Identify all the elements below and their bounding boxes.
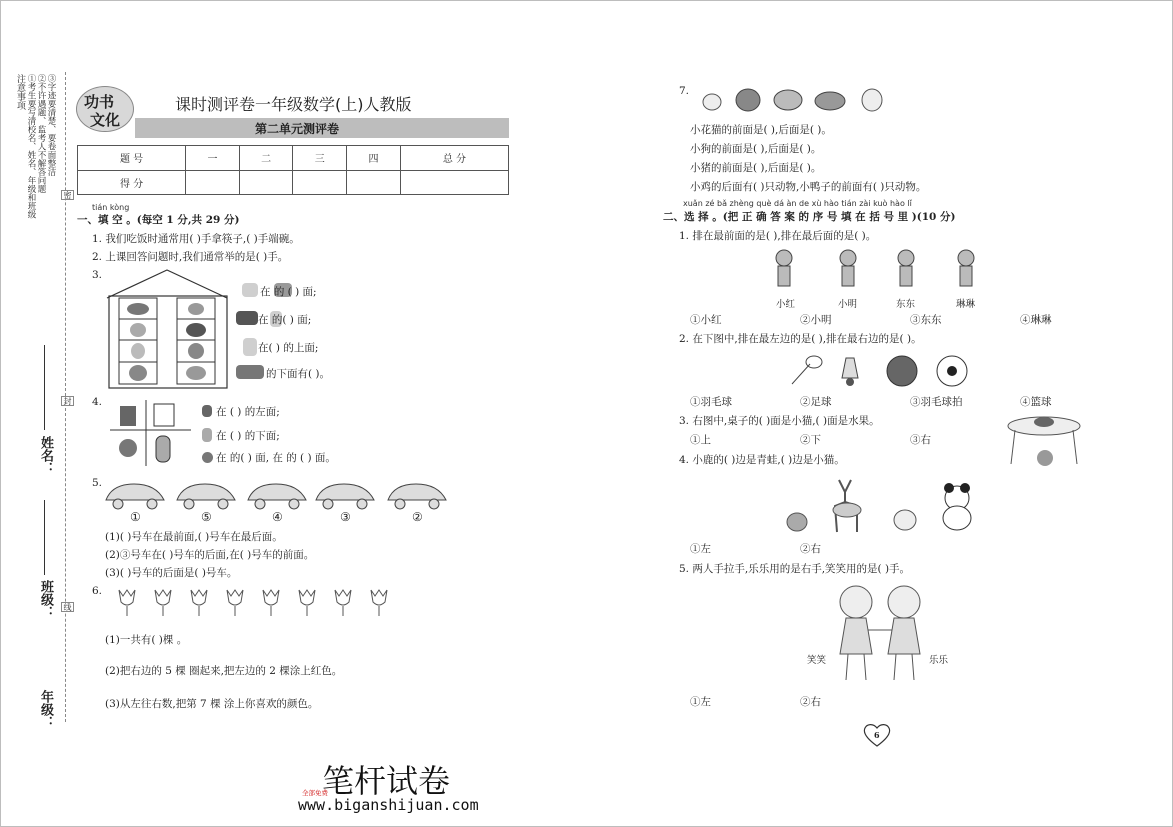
house-illustration [105, 268, 230, 390]
question-6-number: 6. [92, 585, 103, 597]
q4-line-1: 在 ( ) 的左面; [216, 406, 280, 418]
q6-sub-2: (2)把右边的 5 棵 圈起来,把左边的 2 棵涂上红色。 [105, 665, 343, 677]
c3-option-2: ②下 [800, 434, 821, 446]
c3-option-1: ①上 [690, 434, 711, 446]
q6-sub-3: (3)从左往右数,把第 7 棵 涂上你喜欢的颜色。 [105, 698, 319, 710]
child-name-4: 琳琳 [956, 299, 976, 310]
car-label-4: ③ [340, 510, 351, 524]
section1-pinyin: tián kòng [92, 203, 130, 212]
hedgehog-icon [236, 311, 258, 325]
question-4-number: 4. [92, 396, 103, 408]
seal-mark-3: 线 [63, 603, 72, 611]
watermark-small: 全部免费 [302, 789, 328, 797]
question-1: 1. 我们吃饭时通常用( )手拿筷子,( )手端碗。 [92, 233, 300, 245]
c2-option-3: ③羽毛球拍 [910, 396, 963, 408]
score-head-total: 总 分 [400, 146, 508, 171]
q6-sub-1: (1)一共有( )棵 。 [105, 634, 188, 646]
q4-line-3: 在 的( ) 面, 在 的 ( ) 面。 [216, 452, 336, 464]
score-head-2: 二 [239, 146, 293, 171]
two-kids-illustration [828, 582, 938, 686]
watermark-url[interactable]: www.biganshijuan.com [298, 796, 479, 814]
q4-line-2: 在 ( ) 的下面; [216, 430, 280, 442]
name-line [44, 345, 46, 430]
question-3-number: 3. [92, 269, 103, 281]
name-label: 姓名： [38, 436, 53, 475]
car-label-5: ② [412, 510, 423, 524]
kid-name-2: 乐乐 [929, 655, 949, 666]
score-row-label: 得 分 [78, 170, 186, 195]
c1-option-4: ④琳琳 [1020, 314, 1052, 326]
question-5-number: 5. [92, 477, 103, 489]
q3-line-1: 在 的 ( ) 面; [260, 286, 317, 298]
score-cell-4[interactable] [347, 170, 401, 195]
q5-sub-1: (1)( )号车在最前面,( )号车在最后面。 [105, 531, 283, 543]
score-cell-1[interactable] [186, 170, 240, 195]
score-head-3: 三 [293, 146, 347, 171]
c4-option-2: ②右 [800, 543, 821, 555]
section2-pinyin: xuǎn zé bǎ zhèng què dá àn de xù hào tián zài kuò hào lǐ [683, 199, 912, 208]
car-label-2: ⑤ [201, 510, 212, 524]
q5-sub-3: (3)( )号车的后面是( )号车。 [105, 567, 238, 579]
q3-line-4: 的下面有( )。 [266, 368, 331, 380]
tulips-illustration [115, 586, 395, 618]
choice-2: 2. 在下图中,排在最左边的是( ),排在最右边的是( )。 [679, 333, 922, 345]
notice-line-3: ③字迹要清楚、要卷面整洁 [46, 74, 56, 176]
child-name-3: 东东 [896, 299, 916, 310]
logo-line-2: 文化 [90, 111, 121, 129]
c4-option-1: ①左 [690, 543, 711, 555]
child-name-1: 小红 [776, 299, 796, 310]
c5-option-1: ①左 [690, 696, 711, 708]
publisher-logo [76, 86, 134, 132]
section1-title: 一、填 空 。(每空 1 分,共 29 分) [77, 214, 240, 226]
table-cat-illustration [1005, 412, 1083, 470]
q7-line-4: 小鸡的后面有( )只动物,小鸭子的前面有( )只动物。 [690, 181, 927, 193]
balls-illustration [788, 354, 973, 388]
score-table [77, 145, 509, 195]
cube-icon [202, 405, 212, 417]
question-2: 2. 上课回答问题时,我们通常举的是( )手。 [92, 251, 289, 263]
question-7-number: 7. [679, 85, 690, 97]
logo-line-1: 功书 [84, 93, 115, 111]
score-head-1: 一 [186, 146, 240, 171]
kid-name-1: 笑笑 [807, 655, 827, 666]
child-name-2: 小明 [838, 299, 858, 310]
seal-mark-1: 密 [63, 191, 72, 199]
animals-row-illustration [700, 84, 885, 114]
page-number: 6 [874, 730, 880, 740]
c2-option-2: ②足球 [800, 396, 832, 408]
choice-3: 3. 右图中,桌子的( )面是小猫,( )面是水果。 [679, 415, 880, 427]
q5-sub-2: (2)③号车在( )号车的后面,在( )号车的前面。 [105, 549, 315, 561]
c2-option-1: ①羽毛球 [690, 396, 732, 408]
c2-option-4: ④篮球 [1020, 396, 1052, 408]
bird-icon [243, 338, 257, 356]
cylinder-icon [202, 428, 212, 442]
children-illustration [770, 248, 985, 296]
ant-icon [236, 365, 264, 379]
notice-line-1: ①考生要写清校名、姓名、年级和班级 [26, 74, 36, 219]
c1-option-3: ③东东 [910, 314, 942, 326]
score-head-4: 四 [347, 146, 401, 171]
page-title: 课时测评卷一年级数学(上)人教版 [175, 95, 412, 114]
c1-option-1: ①小红 [690, 314, 722, 326]
page-subtitle: 第二单元测评卷 [255, 122, 340, 136]
q3-line-3: 在( ) 的上面; [258, 342, 319, 354]
car-label-1: ① [130, 510, 141, 524]
score-cell-total[interactable] [400, 170, 508, 195]
c5-option-2: ②右 [800, 696, 821, 708]
score-cell-2[interactable] [239, 170, 293, 195]
ball-icon [202, 452, 213, 463]
shapes-grid-illustration [108, 398, 193, 468]
choice-1: 1. 排在最前面的是( ),排在最后面的是( )。 [679, 230, 877, 242]
q7-line-1: 小花猫的前面是( ),后面是( )。 [690, 124, 832, 136]
choice-4: 4. 小鹿的( )边是青蛙,( )边是小猫。 [679, 454, 845, 466]
class-line [44, 500, 46, 575]
q7-line-2: 小狗的前面是( ),后面是( )。 [690, 143, 822, 155]
grade-label: 年级： [38, 690, 53, 729]
notice-line-2: ②不许遇题、监考人不解答问题 [36, 74, 46, 193]
c3-option-3: ③右 [910, 434, 931, 446]
score-cell-3[interactable] [293, 170, 347, 195]
seal-mark-2: 封 [63, 397, 72, 405]
c1-option-2: ②小明 [800, 314, 832, 326]
q7-line-3: 小猪的前面是( ),后面是( )。 [690, 162, 822, 174]
class-label: 班级： [38, 580, 53, 619]
section2-title: 二、选 择 。(把 正 确 答 案 的 序 号 填 在 括 号 里 )(10 分) [663, 211, 956, 223]
deer-frog-cat-illustration [785, 474, 980, 536]
choice-5: 5. 两人手拉手,乐乐用的是右手,笑笑用的是( )手。 [679, 563, 911, 575]
notice-title: 注意事项 [15, 74, 25, 110]
score-head-label: 题 号 [78, 146, 186, 171]
watermark-brand: 笔杆试卷 [322, 762, 451, 800]
car-label-3: ④ [272, 510, 283, 524]
snake-icon [242, 283, 258, 297]
q3-line-2: 在 的( ) 面; [258, 314, 312, 326]
